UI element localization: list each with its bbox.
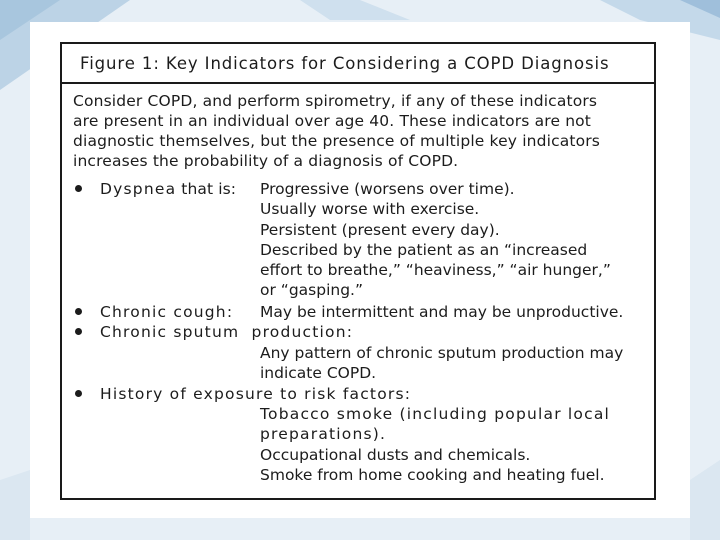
exposure-line: Smoke from home cooking and heating fuel.	[260, 465, 605, 484]
exposure-term: History of exposure to risk factors:	[100, 385, 412, 403]
sputum-term: Chronic sputum production:	[100, 323, 354, 341]
bullet-icon	[75, 390, 82, 397]
figure-title: Figure 1: Key Indicators for Considering a COPD Diagnosis	[62, 44, 654, 84]
dyspnea-term	[100, 179, 236, 199]
exposure-line: Occupational dusts and chemicals.	[260, 445, 531, 464]
dyspnea-line: Described by the patient as an “increased	[260, 240, 588, 259]
exposure-line: Tobacco smoke (including popular local	[260, 405, 611, 423]
copd-figure	[60, 42, 656, 500]
sputum-line: Any pattern of chronic sputum production may	[260, 344, 624, 362]
dyspnea-term-label: Dyspnea	[100, 180, 177, 198]
intro-paragraph	[73, 91, 653, 171]
dyspnea-description	[260, 179, 611, 301]
dyspnea-line: Usually worse with exercise.	[260, 200, 480, 219]
bullet-icon	[75, 328, 82, 335]
dyspnea-line: or “gasping.”	[260, 281, 363, 300]
dyspnea-connector: that is:	[176, 180, 237, 198]
intro-line: diagnostic themselves, but the presence of multiple key indicators	[73, 132, 601, 150]
intro-line: Consider COPD, and perform spirometry, if any of these indicators	[73, 92, 598, 110]
sputum-line: indicate COPD.	[260, 364, 377, 383]
dyspnea-line: effort to breathe,” “heaviness,” “air hunger,”	[260, 261, 611, 280]
sputum-description	[260, 343, 623, 384]
intro-line: are present in an individual over age 40. These indicators are not	[73, 112, 592, 130]
bullet-icon	[75, 185, 82, 192]
cough-term: Chronic cough:	[100, 303, 234, 321]
intro-line: increases the probability of a diagnosis of COPD.	[73, 152, 459, 170]
exposure-line: preparations).	[260, 425, 387, 444]
dyspnea-line: Progressive (worsens over time).	[260, 180, 515, 198]
dyspnea-line: Persistent (present every day).	[260, 220, 500, 239]
exposure-description	[260, 404, 610, 485]
cough-description: May be intermittent and may be unproductive.	[260, 303, 624, 321]
bullet-icon	[75, 308, 82, 315]
